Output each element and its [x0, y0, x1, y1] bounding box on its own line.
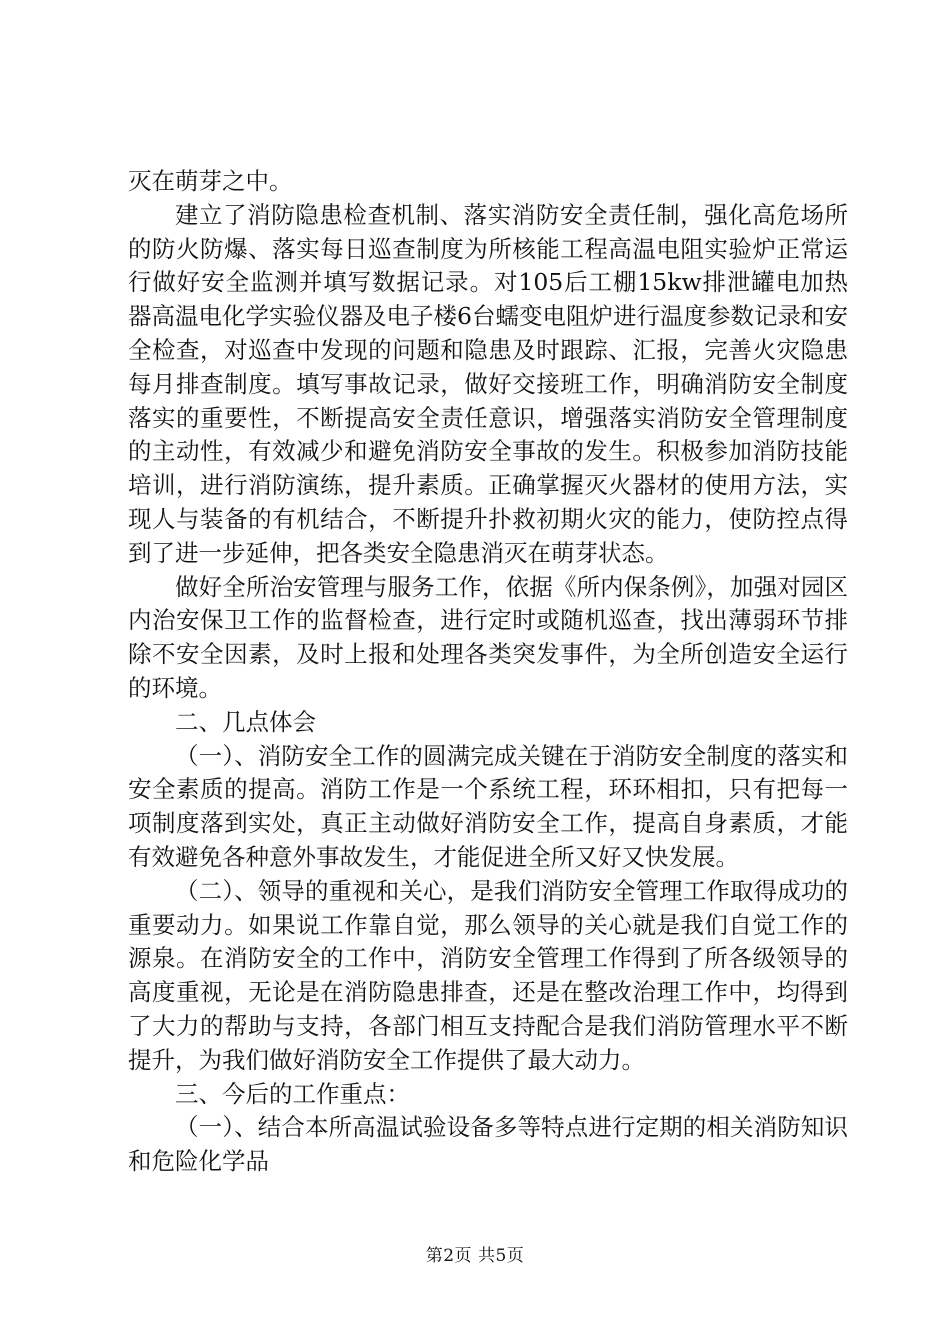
section-heading-future-focus: 三、今后的工作重点： — [175, 1079, 410, 1108]
paragraph-experience-one: （一）、消防安全工作的圆满完成关键在于消防安全制度的落实和安全素质的提高。消防工作是一个系统工程，环环相扣，只有把每一项制度落到实处，真正主动做好消防安全工作，提高自身素质，才能有效避免各种意外事故发生，才能促进全所又好又快发展。 — [128, 741, 848, 871]
paragraph-fire-safety-mechanism: 建立了消防隐患检查机制、落实消防安全责任制，强化高危场所的防火防爆、落实每日巡查制度为所核能工程高温电阻实验炉正常运行做好安全监测并填写数据记录。对105后工棚15kw排泄罐电加热器高温电化学实验仪器及电子楼6台蠕变电阻炉进行温度参数记录和安全检查，对巡查中发现的问题和隐患及时跟踪、汇报，完善火灾隐患每月排查制度。填写事故记录，做好交接班工作，明确消防安全制度落实的重要性，不断提高安全责任意识，增强落实消防安全管理制度的主动性，有效减少和避免消防安全事故的发生。积极参加消防技能培训，进行消防演练，提升素质。正确掌握灭火器材的使用方法，实现人与装备的有机结合，不断提升扑救初期火灾的能力，使防控点得到了进一步延伸，把各类安全隐患消灭在萌芽状态。 — [128, 200, 848, 567]
paragraph-continuation: 灭在萌芽之中。 — [128, 167, 293, 195]
paragraph-experience-two: （二）、领导的重视和关心，是我们消防安全管理工作取得成功的重要动力。如果说工作靠自觉，那么领导的关心就是我们自觉工作的源泉。在消防安全的工作中，消防安全管理工作得到了所各级领导的高度重视，无论是在消防隐患排查，还是在整改治理工作中，均得到了大力的帮助与支持，各部门相互支持配合是我们消防管理水平不断提升，为我们做好消防安全工作提供了最大动力。 — [128, 876, 848, 1074]
section-heading-experience: 二、几点体会 — [175, 707, 316, 736]
paragraph-public-security: 做好全所治安管理与服务工作，依据《所内保条例》，加强对园区内治安保卫工作的监督检查，进行定时或随机巡查，找出薄弱环节排除不安全因素，及时上报和处理各类突发事件，为全所创造安全运行的环境。 — [128, 572, 848, 702]
paragraph-future-one: （一）、结合本所高温试验设备多等特点进行定期的相关消防知识和危险化学品 — [128, 1113, 848, 1176]
document-body — [128, 165, 848, 1179]
page-number-footer: 第2页 共5页 — [425, 1246, 525, 1266]
